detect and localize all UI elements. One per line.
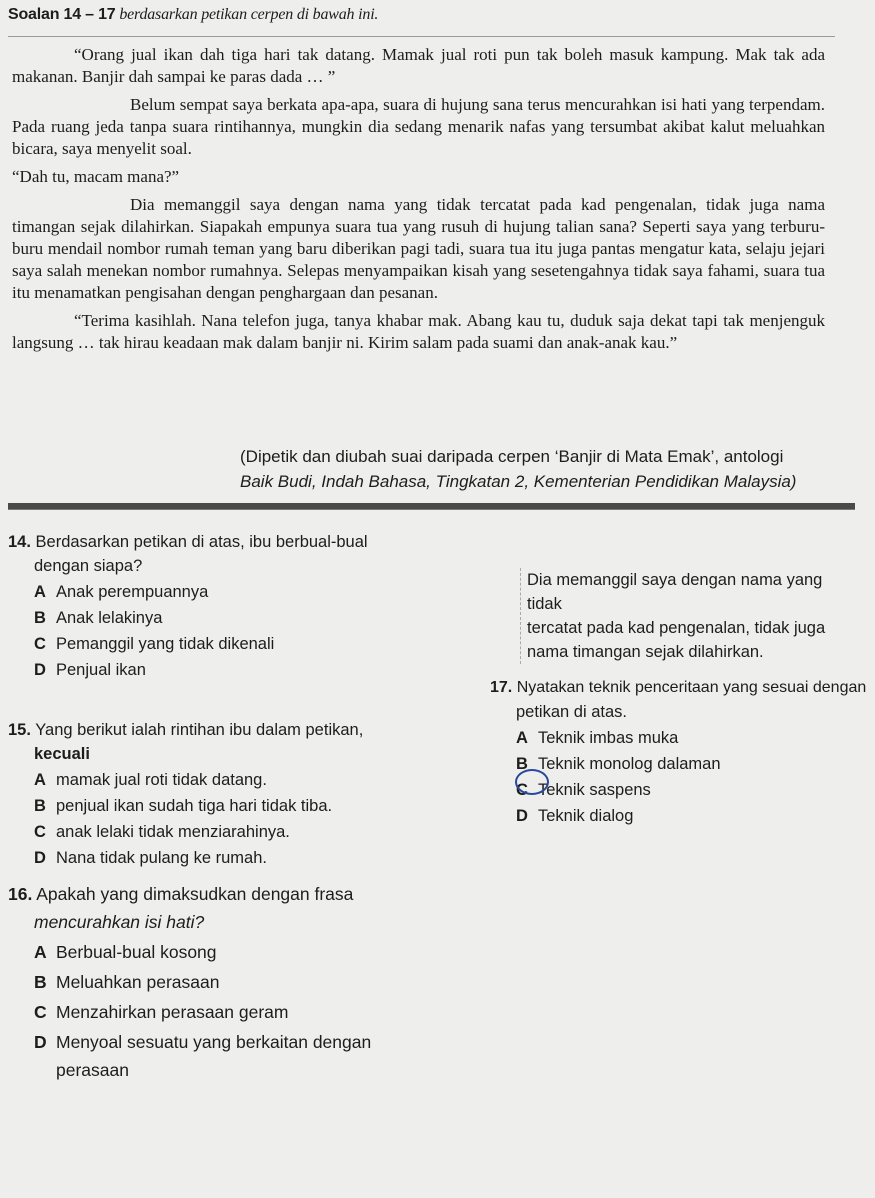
- question-stem: [8, 880, 478, 908]
- question-number: 16.: [8, 884, 33, 904]
- option-letter: A: [516, 729, 528, 747]
- option-letter: A: [34, 583, 46, 601]
- option-a[interactable]: [8, 580, 478, 604]
- question-14: [8, 530, 478, 682]
- option-text: Pemanggil yang tidak dikenali: [56, 635, 275, 653]
- option-letter: A: [34, 771, 46, 789]
- option-letter: C: [516, 781, 528, 799]
- section-header: [8, 6, 378, 24]
- option-text: Menyoal sesuatu yang berkaitan dengan: [56, 1032, 372, 1052]
- option-text: anak lelaki tidak menziarahinya.: [56, 823, 290, 841]
- option-text: Nana tidak pulang ke rumah.: [56, 849, 267, 867]
- question-stem: [8, 530, 478, 554]
- option-text: Menzahirkan perasaan geram: [56, 1002, 289, 1022]
- passage-paragraph: “Orang jual ikan dah tiga hari tak datang. Mamak jual roti pun tak boleh masuk kampung. Mak tak ada makanan. Banjir dah sampai ke paras dada … ”: [12, 45, 825, 86]
- option-text: Anak lelakinya: [56, 609, 163, 627]
- question-stem: [8, 718, 478, 742]
- option-d[interactable]: [8, 846, 478, 870]
- option-d[interactable]: [490, 804, 870, 828]
- question-17: [490, 676, 870, 828]
- option-text: Teknik monolog dalaman: [538, 755, 721, 773]
- stem-line: dengan siapa?: [34, 557, 143, 575]
- option-letter: D: [34, 661, 46, 679]
- option-letter: B: [34, 972, 47, 992]
- quote-line: tercatat pada kad pengenalan, tidak juga: [527, 619, 826, 637]
- option-letter: B: [516, 755, 528, 773]
- source-line-1: (Dipetik dan diubah suai daripada cerpen ‘Banjir di Mata Emak’, antologi: [240, 447, 784, 466]
- passage-paragraph: Dia memanggil saya dengan nama yang tidak tercatat pada kad pengenalan, tidak juga nama timangan sejak dilahirkan. Siapakah empunya suara tua yang rusuh di hujung talian sana? Seperti saya yang terburu-buru mendail nombor rumah teman yang baru diberikan pagi tadi, suara tua itu juga pantas mengatur kata, selaju jejari saya salah menekan nombor rumahnya. Selepas menyampaikan kisah yang sesetengahnya tidak saya fahami, suara tua itu menamatkan pengisahan dengan penghargaan dan pesanan.: [12, 195, 825, 302]
- top-divider: [8, 36, 835, 37]
- option-text: Anak perempuannya: [56, 583, 209, 601]
- option-d[interactable]: [8, 658, 478, 682]
- option-b[interactable]: [490, 752, 870, 776]
- option-text: mamak jual roti tidak datang.: [56, 771, 267, 789]
- passage-paragraph: Belum sempat saya berkata apa-apa, suara di hujung sana terus mencurahkan isi hati yang terpendam. Pada ruang jeda tanpa suara rintihannya, mungkin dia sedang menarik nafas yang tersumbat akibat kalut meluahkan bicara, saya menyelit soal.: [12, 95, 825, 158]
- quote-line: Dia memanggil saya dengan nama yang tidak: [527, 571, 823, 613]
- stem-line: Nyatakan teknik penceritaan yang sesuai dengan: [516, 679, 867, 696]
- question-number: 14.: [8, 533, 31, 551]
- source-line-2: Baik Budi, Indah Bahasa, Tingkatan 2, Kementerian Pendidikan Malaysia): [240, 472, 797, 491]
- option-letter: D: [34, 1032, 47, 1052]
- option-b[interactable]: [8, 606, 478, 630]
- option-text: Meluahkan perasaan: [56, 972, 220, 992]
- header-bold: Soalan 14 – 17: [8, 6, 116, 23]
- quote-line: nama timangan sejak dilahirkan.: [527, 643, 764, 661]
- passage-paragraph: “Dah tu, macam mana?”: [12, 167, 180, 186]
- stem-line: mencurahkan isi hati?: [34, 912, 205, 932]
- question-quote-box: [520, 568, 857, 664]
- passage: [12, 44, 825, 360]
- option-text: Teknik dialog: [538, 807, 634, 825]
- stem-line: Berdasarkan petikan di atas, ibu berbual-bual: [35, 533, 368, 551]
- option-text: penjual ikan sudah tiga hari tidak tiba.: [56, 797, 333, 815]
- option-b[interactable]: [8, 794, 478, 818]
- bottom-divider: [8, 503, 855, 510]
- option-text: Teknik imbas muka: [538, 729, 679, 747]
- stem-line: petikan di atas.: [516, 703, 627, 721]
- option-c[interactable]: [8, 820, 478, 844]
- option-a[interactable]: [8, 768, 478, 792]
- passage-paragraph: “Terima kasihlah. Nana telefon juga, tanya khabar mak. Abang kau tu, duduk saja dekat tapi tak menjenguk langsung … tak hirau keadaan mak dalam banjir ni. Kirim salam pada suami dan anak-anak kau.”: [12, 311, 825, 352]
- stem-line: Yang berikut ialah rintihan ibu dalam petikan,: [35, 721, 364, 739]
- option-letter: B: [34, 609, 46, 627]
- question-16: [8, 880, 478, 1084]
- passage-source: [240, 444, 840, 494]
- option-d[interactable]: [8, 1028, 478, 1056]
- option-letter: C: [34, 1002, 47, 1022]
- option-text: Berbual-bual kosong: [56, 942, 217, 962]
- option-letter: C: [34, 635, 46, 653]
- option-a[interactable]: [490, 726, 870, 750]
- option-d-continuation: perasaan: [56, 1060, 129, 1080]
- option-letter: A: [34, 942, 47, 962]
- option-text: Penjual ikan: [56, 661, 146, 679]
- option-c[interactable]: [8, 998, 478, 1026]
- stem-line: kecuali: [34, 745, 90, 763]
- stem-line: Apakah yang dimaksudkan dengan frasa: [36, 884, 354, 904]
- option-letter: C: [34, 823, 46, 841]
- option-letter: D: [34, 849, 46, 867]
- question-15: [8, 718, 478, 870]
- question-stem: [490, 676, 870, 700]
- option-letter: B: [34, 797, 46, 815]
- question-number: 15.: [8, 721, 31, 739]
- option-c[interactable]: [8, 632, 478, 656]
- question-number: 17.: [490, 679, 513, 696]
- option-b[interactable]: [8, 968, 478, 996]
- answer-circle-mark: [515, 769, 549, 795]
- header-italic: berdasarkan petikan cerpen di bawah ini.: [119, 6, 379, 23]
- option-letter: D: [516, 807, 528, 825]
- option-a[interactable]: [8, 938, 478, 966]
- option-text: Teknik saspens: [538, 781, 651, 799]
